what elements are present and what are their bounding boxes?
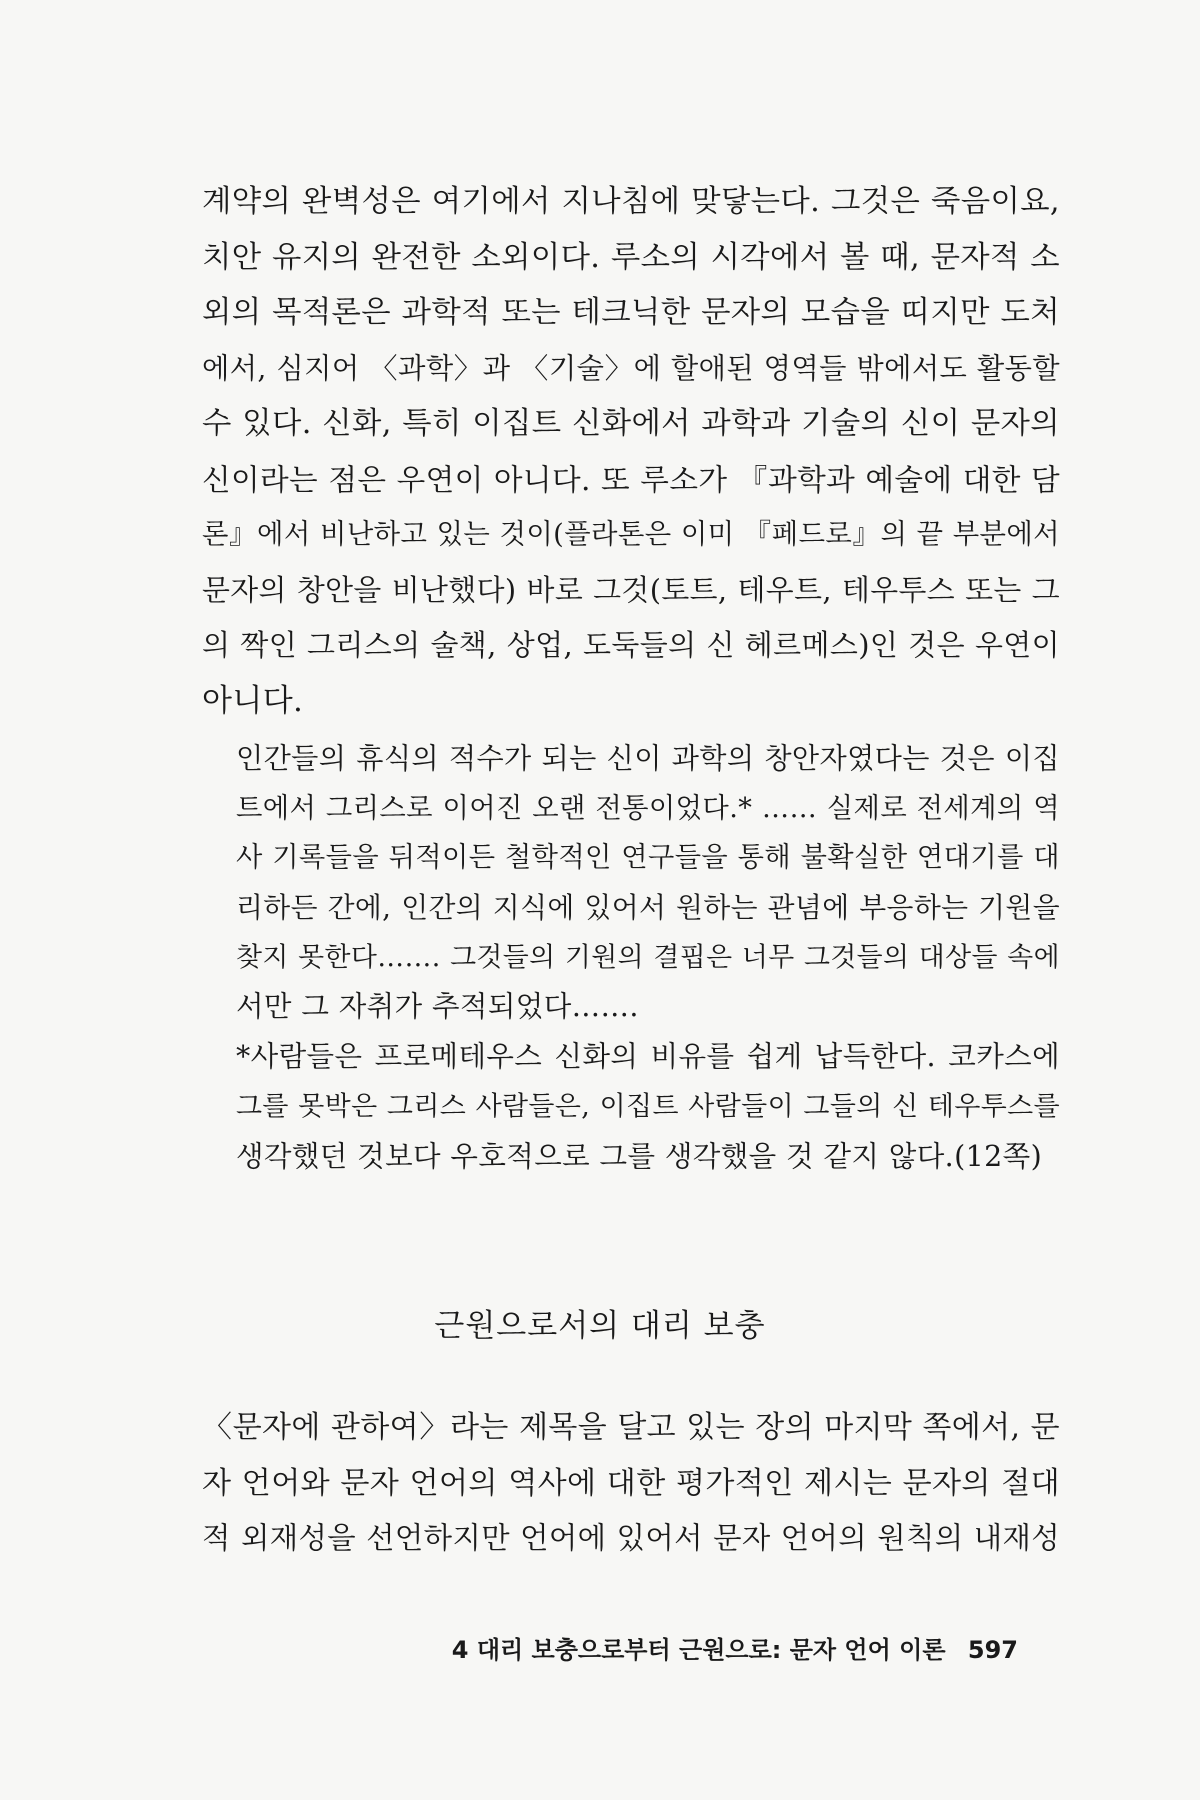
running-head: 4 대리 보충으로부터 근원으로: 문자 언어 이론 (451, 1636, 946, 1664)
quote-line: 서만 그 자취가 추적되었다……. (236, 990, 639, 1024)
quote-line: 인간들의 휴식의 적수가 되는 신이 과학의 창안자였다는 것은 이집 (236, 742, 1060, 775)
quote-footnote-line: 생각했던 것보다 우호적으로 그를 생각했을 것 같지 않다.(12쪽) (236, 1139, 1043, 1173)
quote-line: 리하든 간에, 인간의 지식에 있어서 원하는 관념에 부응하는 기원을 (236, 891, 1060, 925)
quote-line: 찾지 못한다……. 그것들의 기원의 결핍은 너무 그것들의 대상들 속에 (236, 941, 1060, 973)
body-line: 문자의 창안을 비난했다) 바로 그것(토트, 테우트, 테우투스 또는 그 (202, 572, 1060, 607)
section-line: 자 언어와 문자 언어의 역사에 대한 평가적인 제시는 문자의 절대 (202, 1465, 1060, 1501)
section-paragraph (202, 1400, 1060, 1567)
quote-line: 트에서 그리스로 이어진 오랜 전통이었다.* …… 실제로 전세계의 역 (236, 792, 1060, 824)
body-paragraph (202, 174, 1060, 729)
section-line: 적 외재성을 선언하지만 언어에 있어서 문자 언어의 원칙의 내재성 (202, 1521, 1060, 1555)
body-line: 의 짝인 그리스의 술책, 상업, 도둑들의 신 헤르메스)인 것은 우연이 (202, 628, 1060, 662)
body-line: 수 있다. 신화, 특히 이집트 신화에서 과학과 기술의 신이 문자의 (202, 406, 1060, 441)
body-line: 에서, 심지어 〈과학〉과 〈기술〉에 할애된 영역들 밖에서도 활동할 (202, 351, 1060, 385)
body-line: 외의 목적론은 과학적 또는 테크닉한 문자의 모습을 띠지만 도처 (202, 295, 1060, 330)
body-line: 신이라는 점은 우연이 아니다. 또 루소가 『과학과 예술에 대한 담 (202, 461, 1060, 497)
body-line: 치안 유지의 완전한 소외이다. 루소의 시각에서 볼 때, 문자적 소 (202, 239, 1060, 275)
quote-footnote-line: 그를 못박은 그리스 사람들은, 이집트 사람들이 그들의 신 테우투스를 (236, 1090, 1060, 1122)
body-line: 계약의 완벽성은 여기에서 지나침에 맞닿는다. 그것은 죽음이요, (202, 184, 1060, 219)
page-footer (452, 1630, 1018, 1665)
body-line: 아니다. (202, 682, 304, 719)
page-number: 597 (967, 1636, 1018, 1664)
quote-line: 사 기록들을 뒤적이든 철학적인 연구들을 통해 불확실한 연대기를 대 (236, 842, 1060, 874)
quote-footnote-line: *사람들은 프로메테우스 신화의 비유를 쉽게 납득한다. 코카스에 (236, 1040, 1060, 1074)
body-line: 론』에서 비난하고 있는 것이(플라톤은 이미 『페드로』의 끝 부분에서 (202, 519, 1060, 550)
section-line: 〈문자에 관하여〉라는 제목을 달고 있는 장의 마지막 쪽에서, 문 (202, 1410, 1060, 1445)
block-quotation (236, 734, 1060, 1181)
section-heading: 근원으로서의 대리 보충 (434, 1308, 766, 1344)
